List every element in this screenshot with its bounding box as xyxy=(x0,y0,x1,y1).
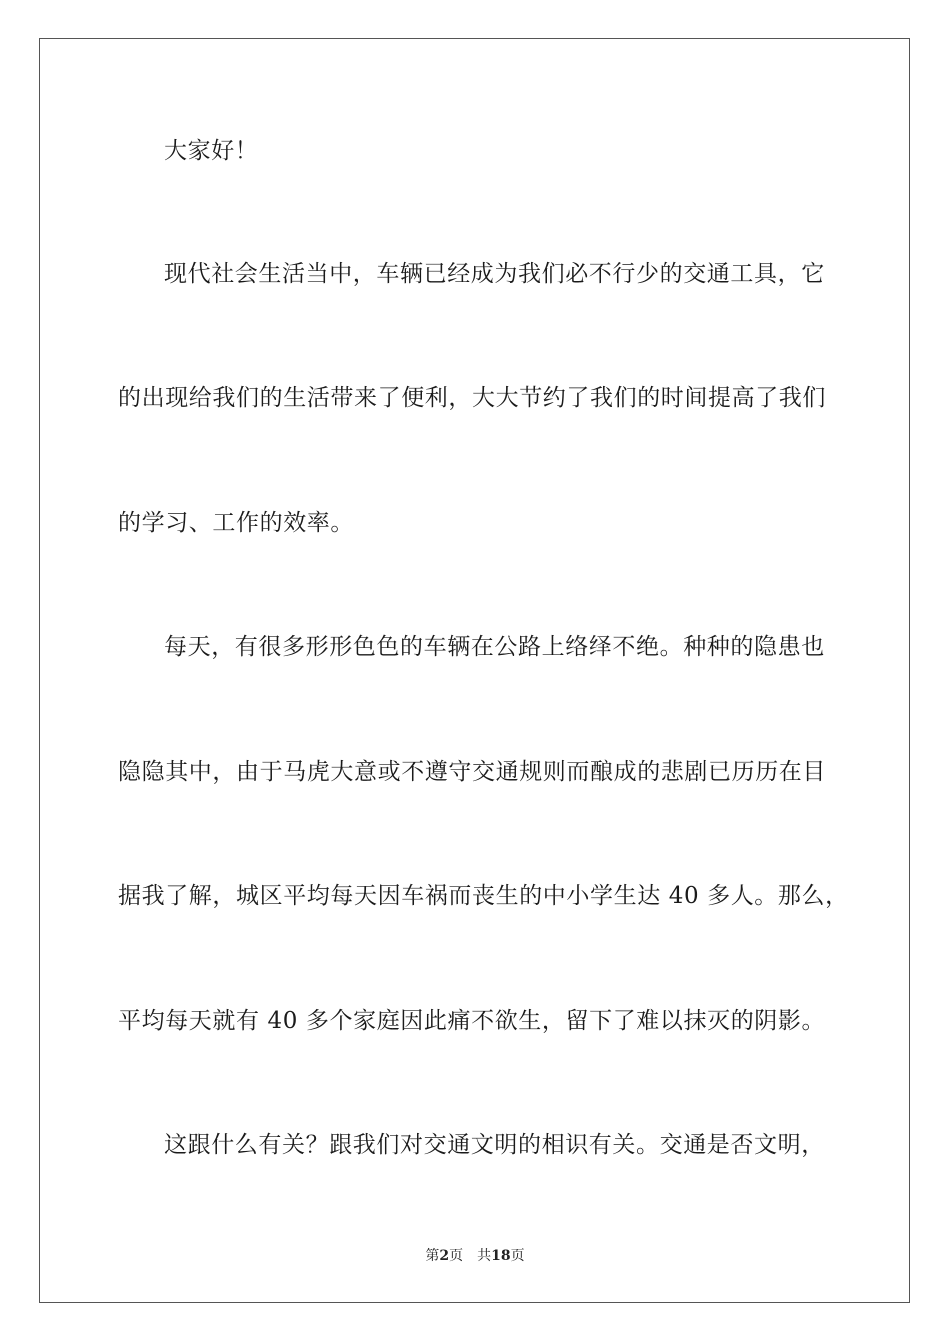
greeting-line: 大家好！ xyxy=(164,138,259,164)
page-current: 2 xyxy=(439,1248,450,1264)
page-total: 18 xyxy=(491,1248,511,1264)
paragraph-2-line-1: 每天，有很多形形色色的车辆在公路上络绎不绝。种种的隐患也 xyxy=(164,634,825,660)
paragraph-1-line-2: 的出现给我们的生活带来了便利，大大节约了我们的时间提高了我们 xyxy=(118,385,826,411)
paragraph-2-line-3: 据我了解，城区平均每天因车祸而丧生的中小学生达 40 多人。那么， xyxy=(118,883,849,909)
paragraph-1-line-3: 的学习、工作的效率。 xyxy=(118,510,354,536)
total-prefix: 共 xyxy=(477,1248,492,1264)
paragraph-3-line-1: 这跟什么有关？跟我们对交通文明的相识有关。交通是否文明， xyxy=(164,1132,825,1158)
paragraph-2-line-2: 隐隐其中，由于马虎大意或不遵守交通规则而酿成的悲剧已历历在目 xyxy=(118,759,826,785)
page-prefix: 第 xyxy=(425,1248,440,1264)
page-suffix: 页 xyxy=(449,1248,464,1264)
total-suffix: 页 xyxy=(510,1248,525,1264)
paragraph-1-line-1: 现代社会生活当中，车辆已经成为我们必不行少的交通工具，它 xyxy=(164,261,825,287)
paragraph-2-line-4: 平均每天就有 40 多个家庭因此痛不欲生，留下了难以抹灭的阴影。 xyxy=(118,1008,826,1034)
page-footer xyxy=(0,1247,950,1265)
page-border xyxy=(39,38,910,1303)
